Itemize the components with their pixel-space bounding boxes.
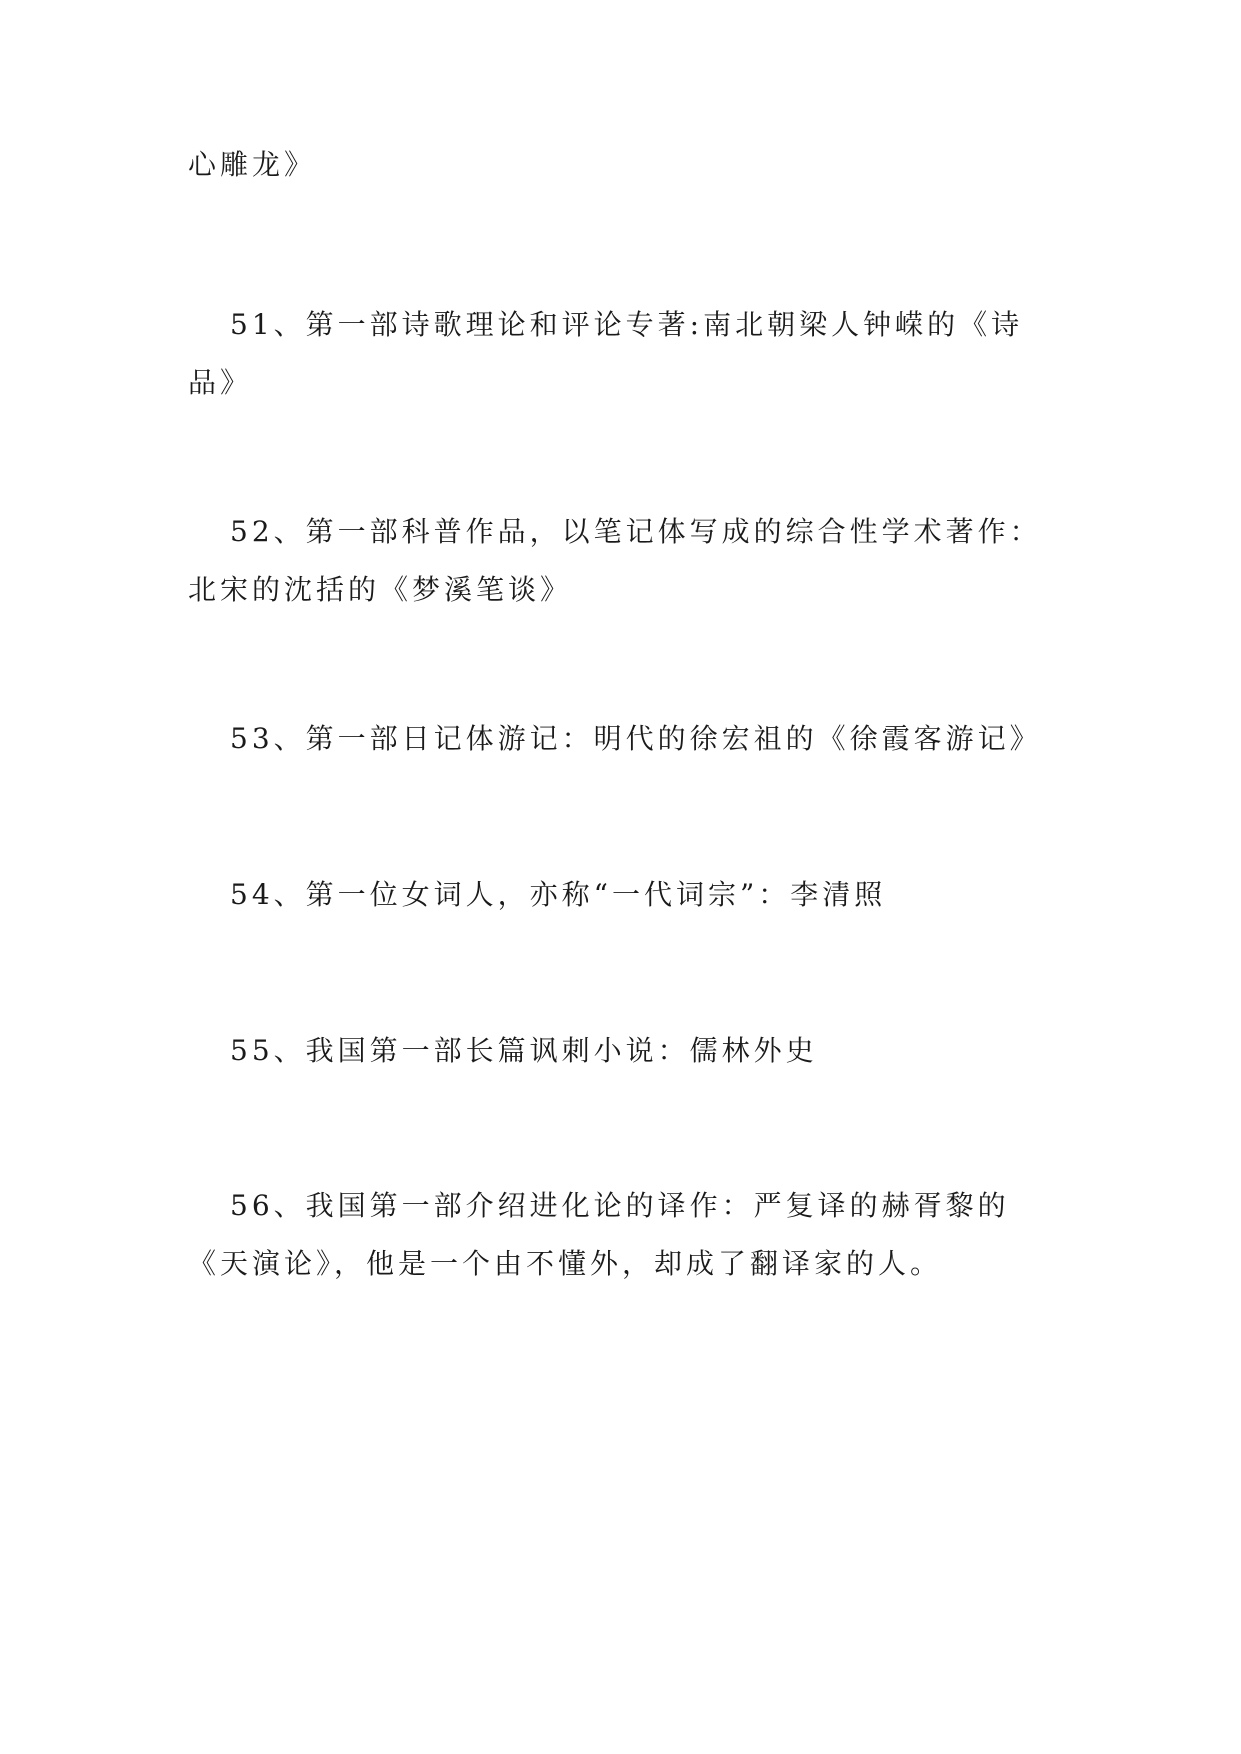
paragraph-item-51 <box>188 296 1058 412</box>
paragraph-item-54 <box>188 866 1058 924</box>
paragraph-line: 北宋的沈括的《梦溪笔谈》 <box>188 573 573 606</box>
paragraph-line: 品》 <box>188 366 253 399</box>
paragraph-item-56 <box>188 1177 1058 1293</box>
paragraph-item-52 <box>188 503 1058 619</box>
paragraph-line: 《天演论》，他是一个由不懂外，却成了翻译家的人。 <box>188 1247 943 1280</box>
paragraph-line: 心雕龙》 <box>188 148 317 181</box>
paragraph-item-55 <box>188 1022 1058 1080</box>
paragraph-line: 56、我国第一部介绍进化论的译作：严复译的赫胥黎的 <box>230 1189 1010 1222</box>
paragraph-line: 52、第一部科普作品，以笔记体写成的综合性学术著作： <box>230 515 1042 548</box>
paragraph-line: 51、第一部诗歌理论和评论专著:南北朝梁人钟嵘的《诗 <box>230 308 1024 341</box>
paragraph-item-53 <box>188 710 1058 768</box>
paragraph-line: 53、第一部日记体游记：明代的徐宏祖的《徐霞客游记》 <box>230 722 1042 755</box>
paragraph-continuation <box>188 136 1058 194</box>
paragraph-line: 54、第一位女词人，亦称“一代词宗”：李清照 <box>230 878 887 911</box>
paragraph-line: 55、我国第一部长篇讽刺小说：儒林外史 <box>230 1034 818 1067</box>
